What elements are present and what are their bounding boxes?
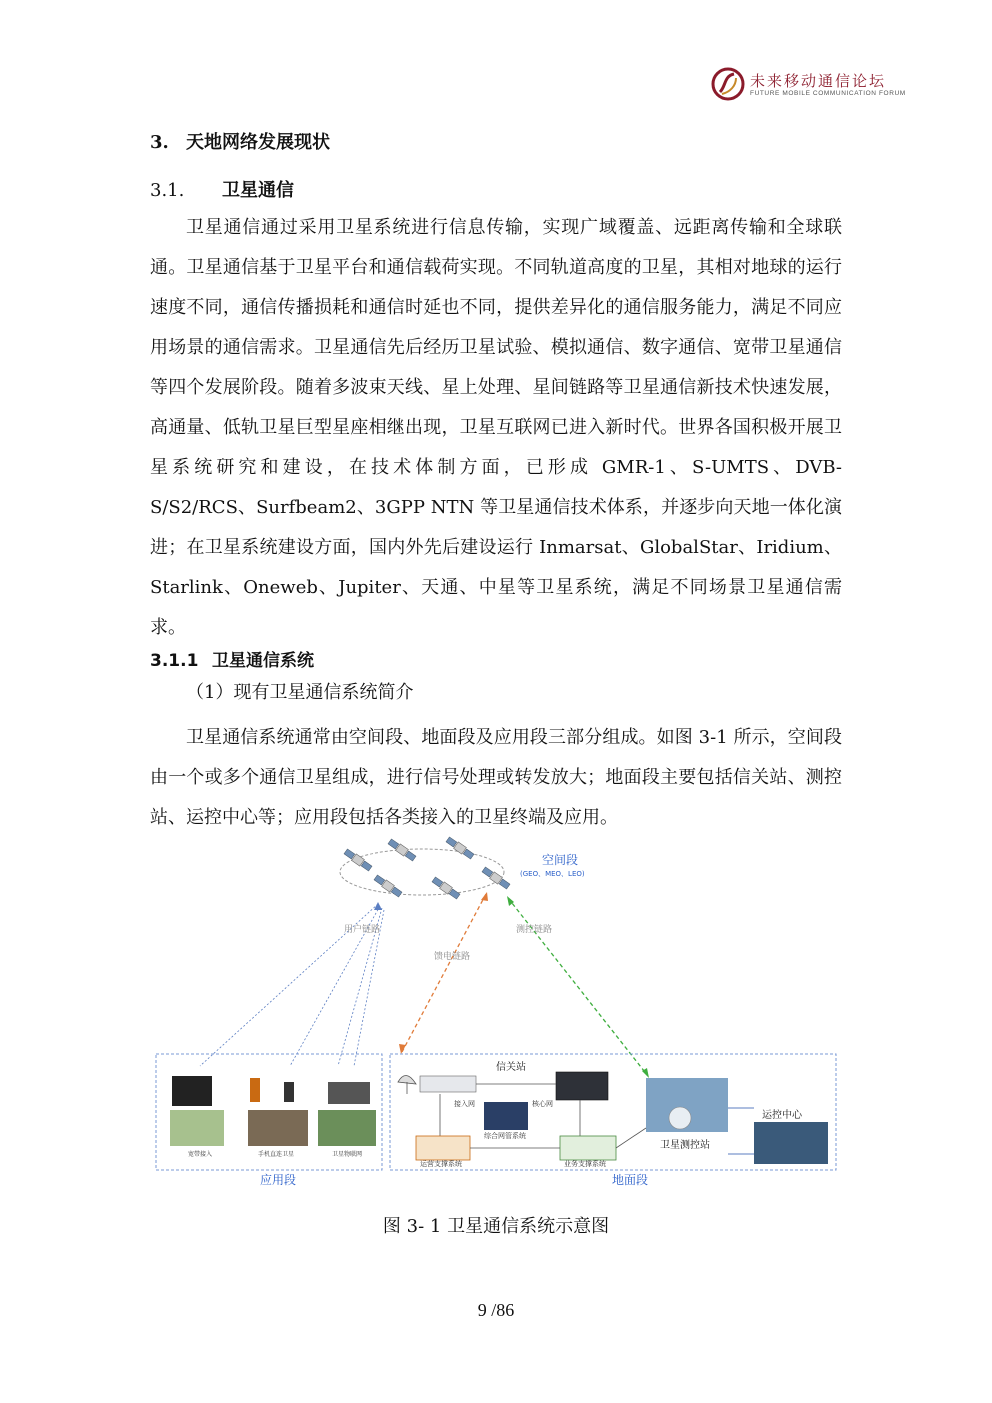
user-link-label: 用户链路 [344, 925, 381, 935]
app-label-broadband: 宽带接入 [188, 1151, 213, 1158]
tt-link-label: 测控链路 [516, 925, 553, 935]
section-number: 3. [150, 132, 169, 153]
tt-to-gateway-connector [616, 1128, 646, 1148]
access-network-equipment [420, 1076, 476, 1092]
phone-device-image [250, 1078, 260, 1102]
access-network-label: 接入网 [454, 1100, 475, 1108]
tt-station-dish-icon [669, 1107, 691, 1129]
feeder-link-arrowhead-bottom [399, 1044, 406, 1054]
section-title: 天地网络发展现状 [186, 132, 330, 153]
app-label-phone: 手机直连卫星 [258, 1151, 295, 1158]
satellite-icon [343, 848, 372, 872]
logo-chinese-text: 未来移动通信论坛 [750, 72, 887, 90]
subsection-number: 3.1. [150, 180, 185, 201]
ops-support-system [416, 1136, 470, 1160]
subsection-heading [150, 176, 294, 202]
satellite-icon [431, 876, 460, 900]
figure-caption: 图 3- 1 卫星通信系统示意图 [382, 1216, 610, 1237]
forum-logo [708, 64, 906, 104]
iot-terminal-image [328, 1082, 370, 1104]
subsubsection-number: 3.1.1 [150, 651, 199, 671]
subheading-intro: （1）现有卫星通信系统简介 [186, 682, 414, 703]
iot-scene-image [318, 1110, 376, 1146]
integrated-management-label: 综合网管系统 [484, 1132, 526, 1140]
phone-scene-image [248, 1110, 308, 1146]
core-network-label: 核心网 [532, 1100, 553, 1108]
orbit-ellipse [340, 849, 504, 895]
satellite-system-diagram [150, 832, 842, 1192]
subsubsection-title: 卫星通信系统 [212, 651, 314, 671]
satellite-icon [481, 866, 510, 890]
application-segment-label: 应用段 [260, 1173, 297, 1187]
business-support-label: 业务支撑系统 [564, 1160, 606, 1168]
ops-support-label: 运营支撑系统 [420, 1160, 462, 1168]
phone-device-image-2 [284, 1082, 294, 1102]
integrated-management-image [484, 1102, 528, 1130]
satellite-icon [387, 838, 416, 862]
satellite-icon [373, 874, 402, 898]
subsubsection-heading [150, 646, 314, 671]
ops-center-label: 运控中心 [762, 1110, 802, 1121]
broadband-scene-image [170, 1110, 224, 1146]
gateway-label: 信关站 [496, 1062, 526, 1073]
paragraph-system-composition: 卫星通信系统通常由空间段、地面段及应用段三部分组成。如图 3-1 所示，空间段由一个或多个通信卫星组成，进行信号处理或转发放大；地面段主要包括信关站、测控站、运控中心等；应用段包括各类接入的卫星终端及应用。 [150, 727, 842, 828]
page-number: 9 /86 [477, 1300, 515, 1320]
ground-segment-label: 地面段 [612, 1173, 649, 1187]
feeder-link-arrowhead-top [481, 892, 488, 901]
core-network-server [556, 1072, 608, 1100]
broadband-terminal-image [172, 1076, 212, 1106]
forum-logo-icon [708, 64, 748, 104]
paragraph-satellite-communication: 卫星通信通过采用卫星系统进行信息传输，实现广域覆盖、远距离传输和全球联通。卫星通信基于卫星平台和通信载荷实现。不同轨道高度的卫星，其相对地球的运行速度不同，通信传播损耗和通信时延也不同，提供差异化的通信服务能力，满足不同应用场景的通信需求。卫星通信先后经历卫星试验、模拟通信、数字通信、宽带卫星通信等四个发展阶段。随着多波束天线、星上处理、星间链路等卫星通信新技术快速发展，高通量、低轨卫星巨型星座相继出现，卫星互联网已进入新时代。世界各国积极开展卫星系统研究和建设，在技术体制方面，已形成 GMR-1、S-UMTS、DVB-S/S2/RCS、Surfbeam2、3GPP NTN 等卫星通信技术体系，并逐步向天地一体化演进；在卫星系统建设方面，国内外先后建设运行 Inmarsat、GlobalStar、Iridium、Starlink、Oneweb、Jupiter、天通、中星等卫星系统，满足不同场景卫星通信需求。 [150, 217, 842, 638]
logo-english-text: FUTURE MOBILE COMMUNICATION FORUM [750, 90, 906, 97]
space-orbits-label: (GEO、MEO、LEO) [520, 870, 585, 878]
ops-center-image [754, 1122, 828, 1164]
feeder-link-label: 馈电链路 [434, 952, 471, 962]
space-segment-label: 空间段 [542, 853, 579, 867]
app-label-iot: 卫星物联网 [332, 1151, 363, 1158]
subsection-title: 卫星通信 [222, 180, 294, 201]
business-support-system [560, 1136, 616, 1160]
tt-station-label: 卫星测控站 [660, 1140, 710, 1151]
user-link-arrowhead [374, 902, 382, 910]
satellite-icon [445, 836, 474, 860]
section-heading [150, 128, 330, 154]
feeder-link [402, 894, 486, 1052]
